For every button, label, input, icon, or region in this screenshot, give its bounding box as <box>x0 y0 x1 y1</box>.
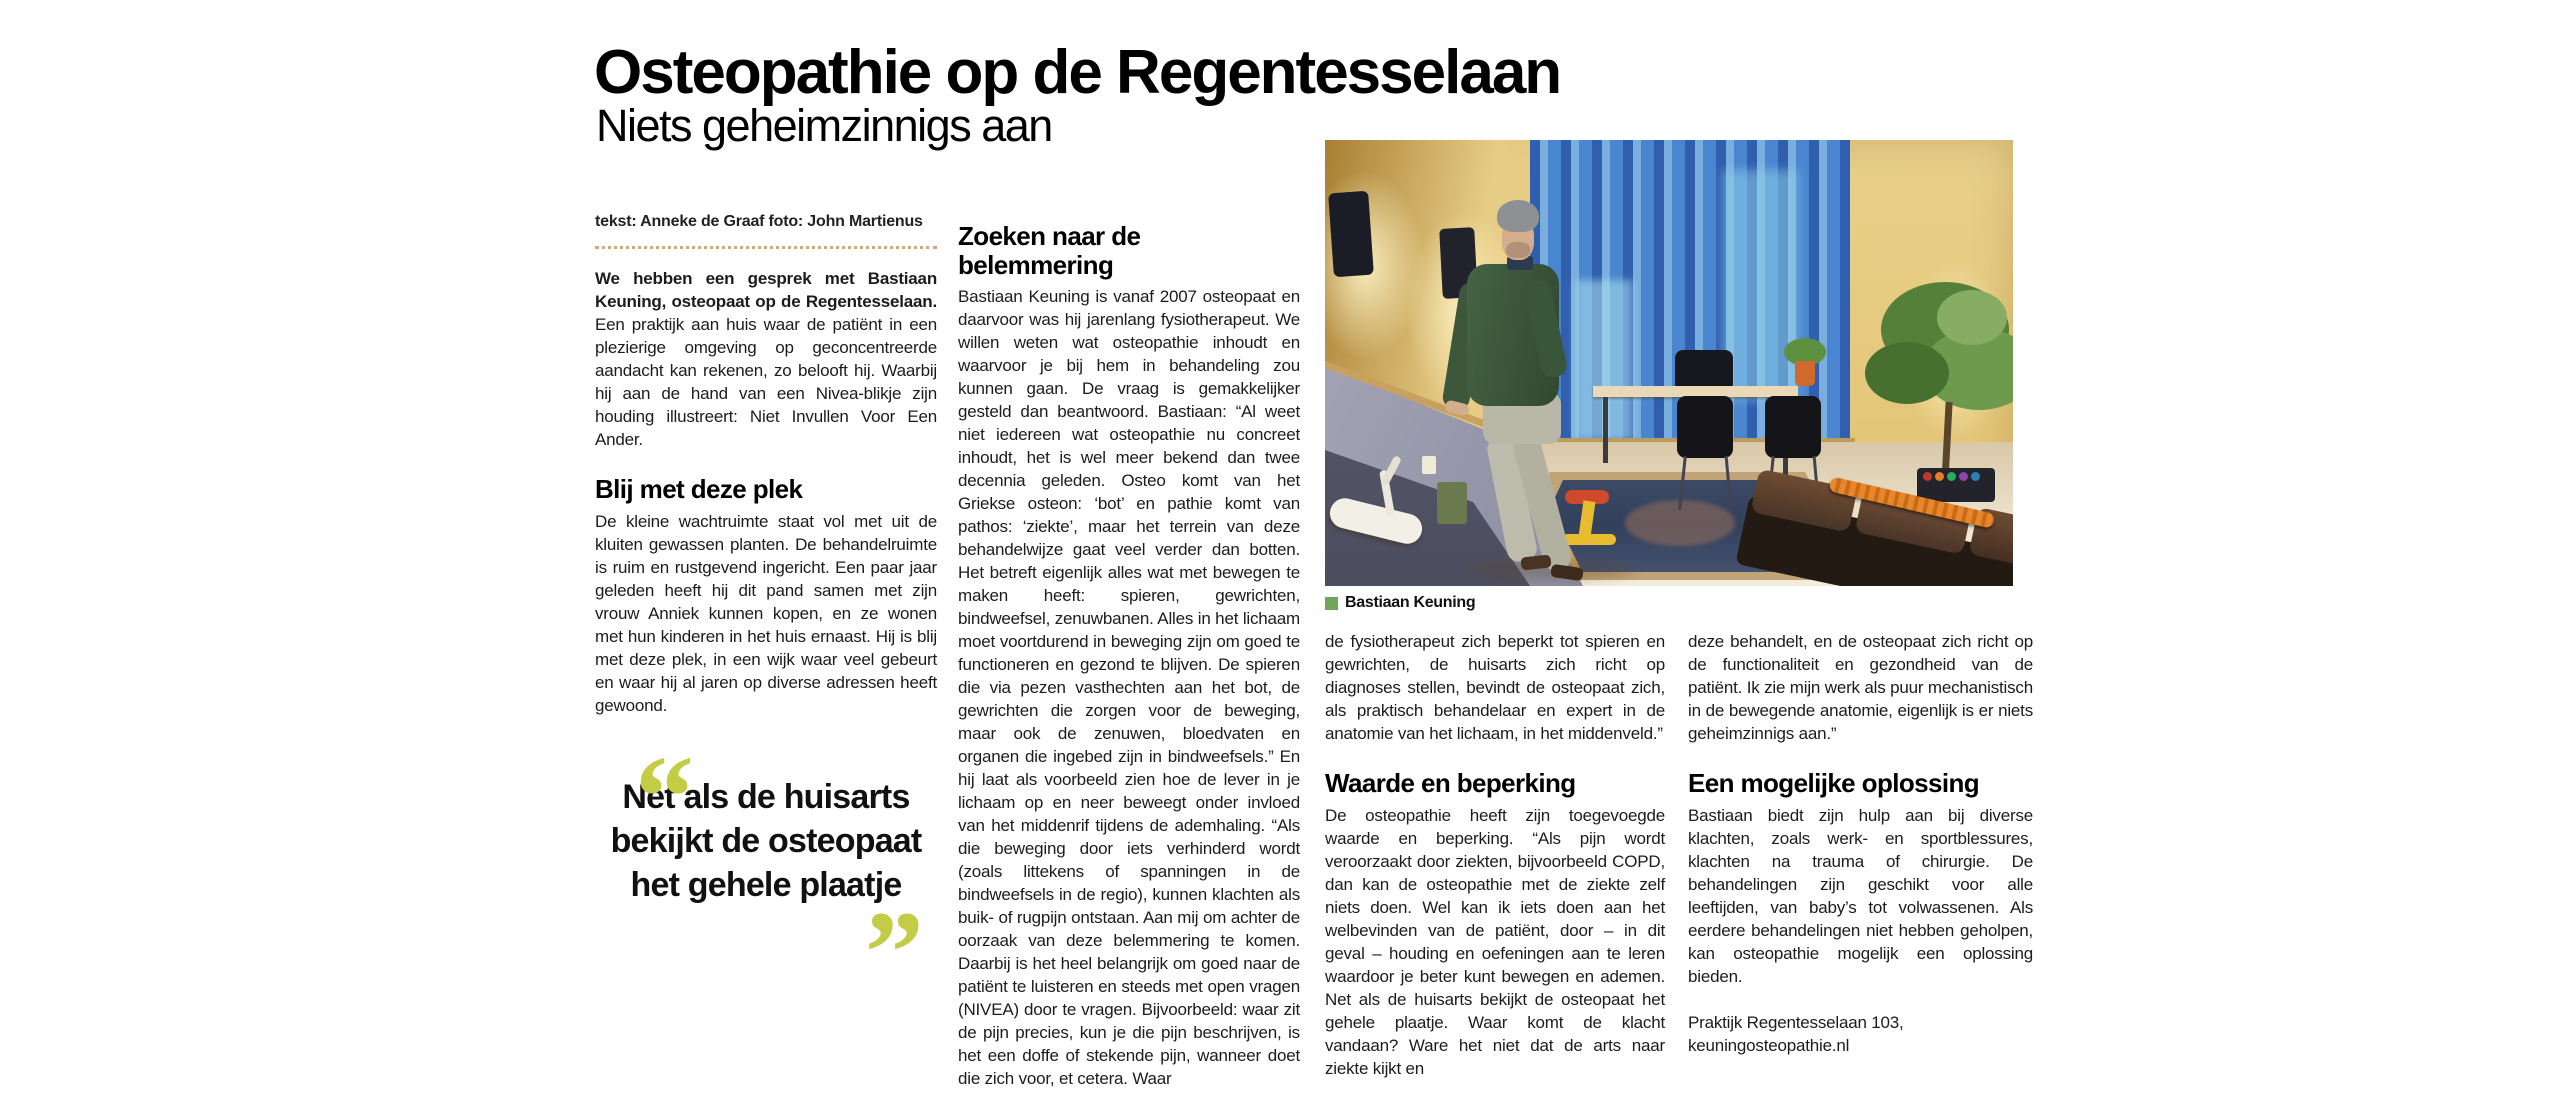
section-heading-zoeken-naar-de-belemmering: Zoeken naar de belemmering <box>958 221 1141 280</box>
column-4 <box>1688 630 2033 1057</box>
photo-ball <box>1959 472 1968 481</box>
section-heading-blij-met-deze-plek: Blij met deze plek <box>595 474 803 504</box>
article-subtitle: Niets geheimzinnigs aan <box>596 100 1052 151</box>
column-3 <box>1325 630 1665 1080</box>
intro-bold: We hebben een gesprek met Bastiaan Keuning, osteopaat op de Regentesselaan. <box>595 269 937 311</box>
dotted-separator <box>595 246 937 249</box>
byline: tekst: Anneke de Graaf foto: John Martienus <box>595 213 923 230</box>
photo-wall-speaker <box>1328 191 1374 278</box>
column-1 <box>595 210 937 1018</box>
section-heading-een-mogelijke-oplossing: Een mogelijke oplossing <box>1688 768 1980 798</box>
caption-green-square-icon <box>1325 597 1338 610</box>
column-2 <box>958 222 1300 1090</box>
intro-rest: Een praktijk aan huis waar de patiënt in een plezierige omgeving op geconcentreerde aandacht kan rekenen, zo belooft hij. Waarbij hij aan de hand van een Nivea-blikje zijn houding illustreert: Niet Invullen Voor Een Ander. <box>595 315 937 449</box>
photo-green-box <box>1437 482 1467 524</box>
photo-desk <box>1603 397 1608 463</box>
contact-address: Praktijk Regentesselaan 103, <box>1688 1012 1904 1032</box>
column-4-continuation: deze behandelt, en de osteopaat zich richt op de functionaliteit en gezondheid van de patiënt. Ik zie mijn werk als puur mechanistisch in de bewegende anatomie, eigenlijk is er niets geheimzinnigs aan.” <box>1688 632 2033 743</box>
photo-large-plant <box>1865 342 1949 404</box>
photo-ball <box>1971 472 1980 481</box>
contact-website: keuningosteopathie.nl <box>1688 1035 1850 1055</box>
photo-kneeling-stool <box>1562 534 1616 545</box>
column-4-body: Bastiaan biedt zijn hulp aan bij diverse klachten, zoals werk- en sportblessures, klachten na trauma of chirurgie. De behandelingen zijn geschikt voor alle leeftijden, van baby’s tot volwassenen. Als eerdere behandelingen niet hebben geholpen, kan osteopathie mogelijk een oplossing bieden. <box>1688 805 2033 986</box>
photo-caption <box>1325 594 1475 612</box>
photo-man-hair <box>1497 200 1539 232</box>
pull-quote-text: Net als de huisarts bekijkt de osteopaat het gehele plaatje <box>610 777 922 904</box>
intro-paragraph <box>595 267 937 451</box>
photo-desk-plant <box>1795 361 1815 386</box>
photo-chair <box>1765 396 1821 458</box>
photo-large-plant <box>1937 290 2007 345</box>
caption-text: Bastiaan Keuning <box>1345 594 1476 611</box>
photo-ball <box>1935 472 1944 481</box>
section-heading-waarde-en-beperking: Waarde en beperking <box>1325 768 1576 798</box>
photo-chair <box>1677 396 1733 458</box>
photo-outlet <box>1422 456 1436 474</box>
photo-ball <box>1923 472 1932 481</box>
article-title: Osteopathie op de Regentesselaan <box>594 37 1561 107</box>
column-1-body: De kleine wachtruimte staat vol met uit de kluiten gewassen planten. De behandelruimte is ruim en rustgevend ingericht. Een paar jaar geleden heeft hij dit pand samen met zijn vrouw Anniek kunnen kopen, en ze wonen met hun kinderen in het huis ernaast. Hij is blij met deze plek, in een wijk waar veel gebeurt en waar hij al jaren op diverse adressen heeft gewoond. <box>595 511 937 715</box>
column-3-continuation: de fysiotherapeut zich beperkt tot spieren en gewrichten, de huisarts zich richt op diagnoses stellen, bevindt de osteopaat zich, als praktisch behandelaar en expert in de anatomie van het lichaam, in het middenveld.” <box>1325 632 1665 743</box>
photo-window-light <box>1723 170 1798 400</box>
column-2-body: Bastiaan Keuning is vanaf 2007 osteopaat en daarvoor was hij jarenlang fysiotherapeut. We willen weten wat osteopathie inhoudt en waarvoor je bij hem in behandeling zou kunnen gaan. De vraag is gemakkelijker gesteld dan beantwoord. Bastiaan: “Al weet niet iedereen wat osteopathie nu concreet inhoudt, het is wel meer bekend dan twee decennia geleden. Osteo komt van het Griekse osteon: ‘bot’ en pathie komt van pathos: ‘ziekte’, maar het terrein van deze behandelwijze gaat veel verder dan botten. Het betreft eigenlijk alles wat met bewegen te maken heeft: spieren, gewrichten, bindweefsel, zenuwbanen. Alles in het lichaam moet voortdurend in beweging zijn om goed te functioneren en gezond te blijven. De spieren die via pezen vasthechten aan het bot, de gewrichten die zorgen voor de beweging, maar ook de zenuwen, bloedvaten en organen die ingebed zijn in bindweefsels.” En hij laat als voorbeeld zien hoe de lever in je lichaam op en neer beweegt onder invloed van het middenrif tijdens de ademhaling. “Als die beweging door iets verhinderd wordt (zoals littekens of spanningen in de bindweefsels in de regio), kunnen klachten als buik- of rugpijn ontstaan. Aan mij om achter de oorzaak van deze belemmering te komen. Daarbij is het heel belangrijk om goed naar de patiënt te luisteren en steeds met open vragen (NIVEA) door te vragen. Bijvoorbeeld: waar zit de pijn precies, kun je die pijn beschrijven, is het een doffe of stekende pijn, wanneer doet die zich voor, et cetera. Waar <box>958 287 1300 1089</box>
column-3-body: De osteopathie heeft zijn toegevoegde waarde en beperking. “Als pijn wordt veroorzaakt door ziekten, bijvoorbeeld COPD, dan kan de osteopathie met de ziekte zelf niets doen. Wel kan ik iets doen aan het welbevinden van de patiënt, door – in dit geval – houding en oefeningen aan te leren waardoor je beter kunt bewegen en ademen. Net als de huisarts bekijkt de osteopaat het gehele plaatje. Waar komt de klacht vandaan? Ware het niet dat de arts naar ziekte kijkt en <box>1325 805 1665 1078</box>
pull-quote: “ Net als de huisarts bekijkt de osteopaat het gehele plaatje ” <box>610 730 923 1018</box>
photo-man-beard <box>1506 242 1530 258</box>
article-photo <box>1325 140 2013 586</box>
photo-ball <box>1947 472 1956 481</box>
